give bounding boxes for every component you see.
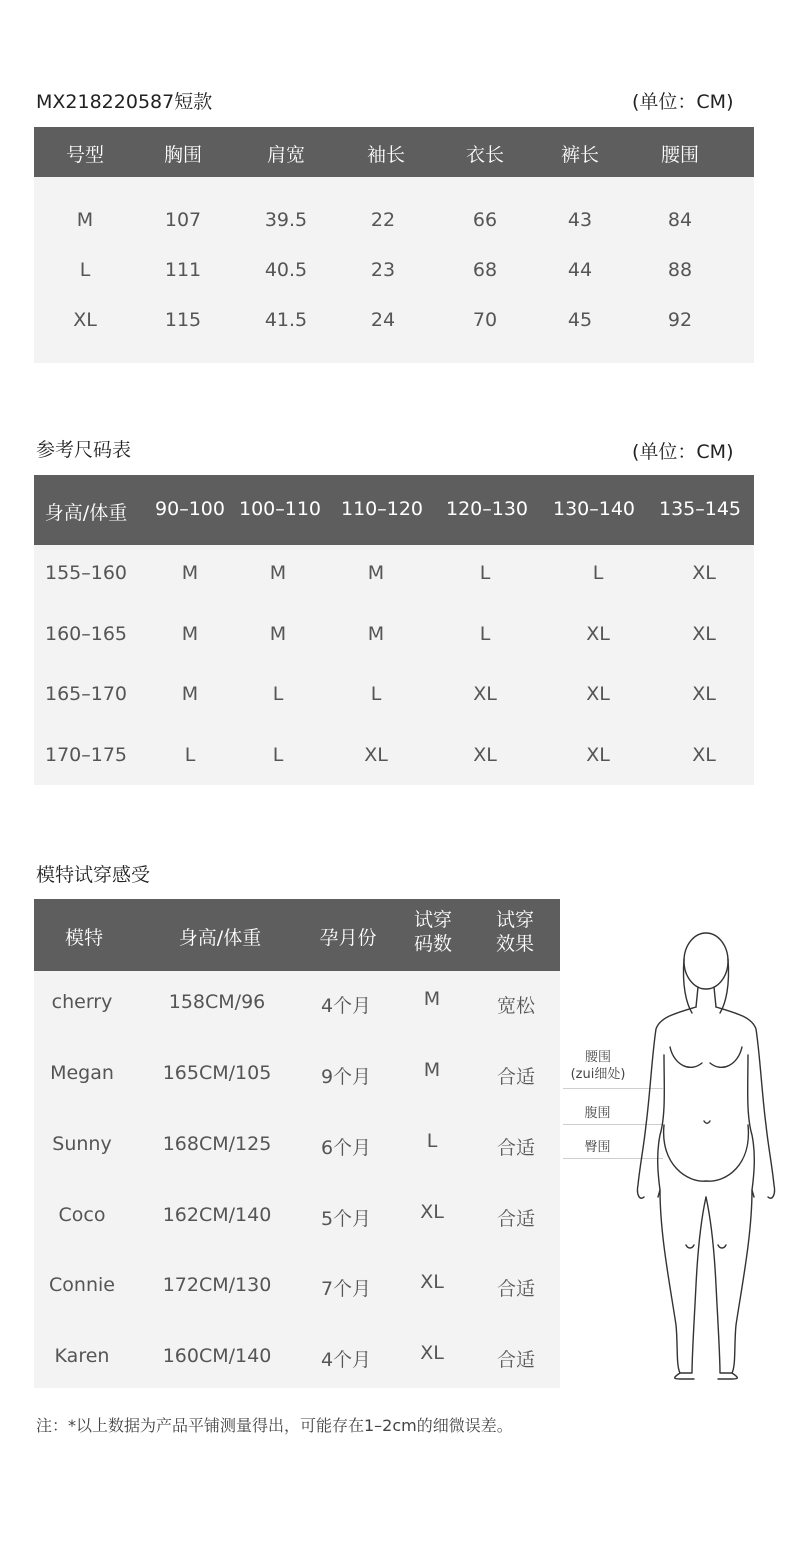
table-row (34, 1342, 560, 1371)
table-cell: XL (586, 744, 610, 766)
table-cell: 4个月 (320, 1349, 372, 1371)
belly-label: 腹围 (584, 1106, 611, 1121)
footnote: 注：*以上数据为产品平铺测量得出，可能存在1–2cm的细微误差。 (36, 1416, 513, 1435)
table-row (34, 309, 754, 335)
table-cell: M (181, 562, 199, 584)
table-cell: 5个月 (320, 1208, 372, 1230)
table-cell: 115 (164, 309, 202, 331)
table-row (34, 623, 754, 649)
table-cell: XL (586, 683, 610, 705)
table-cell: 68 (472, 259, 498, 281)
table-cell: XL (692, 683, 716, 705)
table-cell: M (423, 988, 441, 1010)
table-cell: 7个月 (320, 1278, 372, 1300)
header-cell: 模特 (64, 927, 104, 949)
table-cell: Sunny (52, 1133, 112, 1155)
table-cell: Coco (58, 1204, 106, 1226)
table-cell: XL (73, 309, 97, 331)
table-cell: 43 (567, 209, 593, 231)
table-cell: 165CM/105 (162, 1062, 272, 1084)
table-cell: 66 (472, 209, 498, 231)
table-cell: 22 (370, 209, 396, 231)
table-cell: 合适 (496, 1066, 536, 1088)
table-cell: 158CM/96 (168, 991, 266, 1013)
model-table-header (34, 899, 560, 971)
header-cell: 身高/体重 (178, 927, 262, 949)
table-cell: 44 (567, 259, 593, 281)
table-cell: L (184, 744, 196, 766)
header-cell: 袖长 (366, 144, 406, 166)
table-cell: M (367, 562, 385, 584)
table-cell: 6个月 (320, 1137, 372, 1159)
header-cell: 100–110 (238, 498, 322, 520)
table-cell: 23 (370, 259, 396, 281)
table-cell: L (426, 1130, 438, 1152)
header-cell: 衣长 (465, 144, 505, 166)
table-cell: 宽松 (496, 995, 536, 1017)
header-cell: 120–130 (445, 498, 529, 520)
table-row (34, 562, 754, 588)
table-cell: 合适 (496, 1278, 536, 1300)
table-row (34, 1130, 560, 1159)
size-table-unit: (单位：CM) (632, 91, 734, 113)
table-row (34, 1271, 560, 1300)
table-cell: 160–165 (44, 623, 128, 645)
table-cell: 107 (164, 209, 202, 231)
table-cell: 45 (567, 309, 593, 331)
table-cell: Karen (54, 1345, 110, 1367)
header-cell: 号型 (65, 144, 105, 166)
table-cell: 合适 (496, 1137, 536, 1159)
table-cell: XL (420, 1201, 444, 1223)
table-cell: 4个月 (320, 995, 372, 1017)
table-cell: 162CM/140 (162, 1204, 272, 1226)
table-cell: 40.5 (264, 259, 308, 281)
table-row (34, 259, 754, 285)
table-cell: 9个月 (320, 1066, 372, 1088)
table-row (34, 683, 754, 709)
header-cell: 身高/体重 (44, 502, 128, 524)
header-cell: 135–145 (658, 498, 742, 520)
table-row (34, 744, 754, 770)
table-cell: 41.5 (264, 309, 308, 331)
table-cell: L (479, 562, 491, 584)
table-cell: XL (692, 562, 716, 584)
table-cell: 165–170 (44, 683, 128, 705)
reference-size-title: 参考尺码表 (36, 439, 132, 461)
head-outline (684, 933, 728, 989)
table-cell: 92 (667, 309, 693, 331)
waist-label: 腰围 (zui细处) (570, 1050, 626, 1082)
header-cell: 孕月份 (319, 927, 377, 949)
table-cell: 172CM/130 (162, 1274, 272, 1296)
table-cell: L (272, 683, 284, 705)
table-cell: L (370, 683, 382, 705)
header-cell: 肩宽 (266, 144, 306, 166)
reference-table-header (34, 475, 754, 545)
table-cell: XL (364, 744, 388, 766)
header-cell: 试穿 码数 (413, 909, 453, 955)
body-figure-illustration (630, 925, 780, 1380)
header-cell: 110–120 (340, 498, 424, 520)
header-cell: 试穿 效果 (495, 909, 535, 955)
table-cell: 合适 (496, 1208, 536, 1230)
size-table-title: MX218220587短款 (36, 91, 213, 113)
table-cell: M (367, 623, 385, 645)
table-cell: Connie (49, 1274, 115, 1296)
table-cell: 111 (164, 259, 202, 281)
table-cell: 39.5 (264, 209, 308, 231)
header-cell: 胸围 (163, 144, 203, 166)
table-cell: 84 (667, 209, 693, 231)
hair-outline (683, 959, 728, 1013)
table-cell: L (592, 562, 604, 584)
table-row (34, 988, 560, 1017)
table-cell: L (272, 744, 284, 766)
reference-size-table (34, 475, 754, 785)
table-cell: M (423, 1059, 441, 1081)
table-cell: M (76, 209, 94, 231)
table-cell: XL (692, 744, 716, 766)
table-cell: M (181, 623, 199, 645)
table-cell: M (269, 562, 287, 584)
table-cell: 88 (667, 259, 693, 281)
model-fit-title: 模特试穿感受 (36, 864, 151, 886)
size-table-header (34, 127, 754, 177)
belly-outline (664, 1125, 749, 1181)
table-cell: Megan (50, 1062, 114, 1084)
table-cell: cherry (51, 991, 113, 1013)
header-cell: 90–100 (155, 498, 225, 520)
table-row (34, 209, 754, 235)
table-cell: XL (420, 1342, 444, 1364)
table-cell: L (479, 623, 491, 645)
table-row (34, 1201, 560, 1230)
table-cell: XL (473, 683, 497, 705)
table-cell: 160CM/140 (162, 1345, 272, 1367)
table-cell: XL (420, 1271, 444, 1293)
table-cell: 168CM/125 (162, 1133, 272, 1155)
table-cell: 70 (472, 309, 498, 331)
table-cell: XL (692, 623, 716, 645)
hip-label: 臀围 (584, 1140, 611, 1155)
table-cell: 合适 (496, 1349, 536, 1371)
table-cell: 24 (370, 309, 396, 331)
table-cell: M (181, 683, 199, 705)
table-cell: M (269, 623, 287, 645)
header-cell: 腰围 (660, 144, 700, 166)
table-cell: XL (586, 623, 610, 645)
reference-size-unit: (单位：CM) (632, 441, 734, 463)
table-cell: 170–175 (44, 744, 128, 766)
header-cell: 裤长 (560, 144, 600, 166)
table-cell: 155–160 (44, 562, 128, 584)
size-table (34, 127, 754, 363)
table-row (34, 1059, 560, 1088)
header-cell: 130–140 (552, 498, 636, 520)
table-cell: XL (473, 744, 497, 766)
table-cell: L (79, 259, 91, 281)
model-fit-table (34, 899, 560, 1388)
